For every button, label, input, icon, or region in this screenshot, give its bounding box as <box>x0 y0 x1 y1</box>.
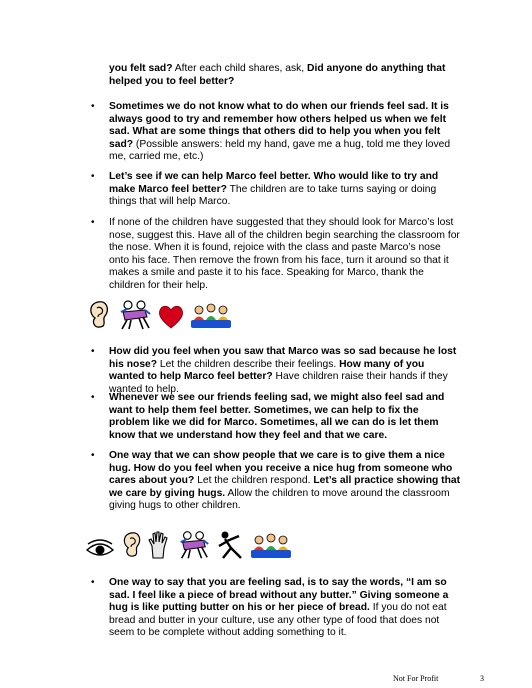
ear-icon <box>119 530 143 565</box>
body-text: If you do not eat bread and butter in your culture, use any other type of food that does not seem to be complete without adding something to it. <box>109 602 447 639</box>
body-text: Have children raise their hands if they wanted to help. <box>109 371 448 395</box>
clipart-row-1 <box>85 300 237 335</box>
bullet-paragraph-find-nose <box>109 217 461 293</box>
bullet: • <box>91 346 95 357</box>
hugging-figures-icon <box>175 530 211 565</box>
bullet-paragraph-remember-help <box>109 101 461 164</box>
body-text: After each child shares, ask, <box>172 63 308 74</box>
clipart-row-2 <box>85 530 297 565</box>
bullet-paragraph-friends-feeling-sad <box>109 392 461 442</box>
hugging-figures-icon <box>115 300 153 335</box>
bullet: • <box>91 577 95 588</box>
body-text: Let the children describe their feelings. <box>157 358 340 370</box>
body-text: (Possible answers: held my hand, gave me a hug, told me they loved me, carried me, etc.) <box>109 138 451 163</box>
bullet: • <box>91 392 95 403</box>
bold-text: How did you feel when you saw that Marco was so sad because he lost his nose? <box>109 346 457 370</box>
bullet: • <box>91 450 95 461</box>
bold-text: Did anyone do anything that helped you to feel better? <box>109 63 446 87</box>
hand-icon <box>147 530 171 565</box>
bullet: • <box>91 101 95 112</box>
bullet-paragraph-help-marco <box>109 171 461 209</box>
bold-text: Sometimes we do not know what to do when our friends feel sad. It is always good to try and remember how others helped us when we felt sad. What are some things that others did to help you when you felt sad? <box>109 101 449 150</box>
bold-text: Let’s see if we can help Marco feel better. Who would like to try and make Marco feel better? <box>109 171 439 195</box>
body-text: The children are to take turns saying or doing things that will help Marco. <box>109 183 437 208</box>
footer-text: Not For Profit <box>393 674 439 683</box>
bold-text: you felt sad? <box>109 63 173 74</box>
continuation-paragraph <box>109 63 461 88</box>
group-of-children-icon <box>249 532 293 565</box>
bullet: • <box>91 171 95 182</box>
bullet-paragraph-nice-hug <box>109 450 461 513</box>
eye-icon <box>85 538 115 565</box>
bold-text: Let’s all practice showing that we care by giving hugs. <box>109 475 461 499</box>
group-of-children-icon <box>189 302 233 335</box>
body-text: If none of the children have suggested that they should look for Marco’s lost nose, suggest this. Have all of the children begin searching the classroom for the nose. When it is found, rejoice with the class and paste Marco’s nose onto his face. Then remove the frown from his face, turn it around so that it makes a smile and paste it to his face. Speaking for Marco, thank the children for their help. <box>109 217 460 291</box>
bullet-paragraph-how-did-you-feel <box>109 346 461 396</box>
bullet-paragraph-bread-and-butter <box>109 577 461 640</box>
body-text: Allow the children to move around the classroom giving hugs to other children. <box>109 487 450 512</box>
bullet: • <box>91 217 95 228</box>
bold-text: Whenever we see our friends feeling sad, we might also feel sad and want to help them feel better. Sometimes, we can help to fix the problem like we did for Marco. Sometimes, all we can do is let them know that we understand how they feel and that we care. <box>109 392 445 441</box>
bold-text: One way that we can show people that we care is to give them a nice hug. How do you feel when you receive a nice hug from someone who cares about you? <box>109 450 453 487</box>
bold-text: One way to say that you are feeling sad, is to say the words, “I am so sad. I feel like a piece of bread without any butter.” Giving someone a hug is like putting butter on his or her piece of bread. <box>109 577 449 614</box>
page-number: 3 <box>480 674 484 683</box>
ear-icon <box>85 300 111 335</box>
stretching-figure-icon <box>215 530 245 565</box>
body-text: Let the children respond. <box>194 475 314 487</box>
bold-text: How many of you wanted to help Marco feel better? <box>109 358 425 383</box>
heart-icon <box>157 304 185 335</box>
